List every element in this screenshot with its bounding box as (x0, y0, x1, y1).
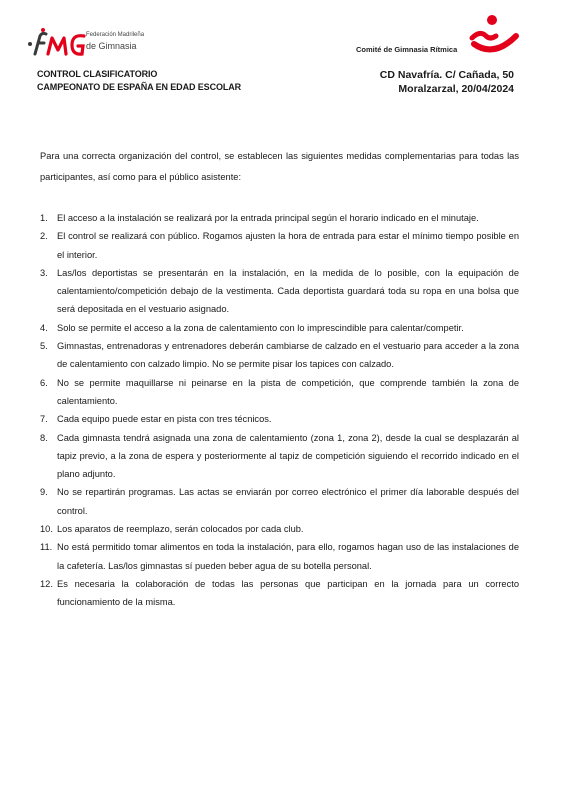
list-item-number: 6. (40, 377, 48, 388)
list-item-text: No se repartirán programas. Las actas se enviarán por correo electrónico el primer día laborable después del control. (57, 487, 519, 516)
venue-block (380, 68, 514, 96)
measures-list (40, 209, 519, 612)
committee-name: Comité de Gimnasia Rítmica (356, 45, 458, 54)
list-item (40, 209, 519, 227)
list-item (40, 337, 519, 374)
federation-line2: de Gimnasia (86, 41, 137, 51)
list-item-number: 9. (40, 487, 48, 498)
gymnast-logo-icon (468, 14, 520, 58)
list-item (40, 319, 519, 337)
place-date: Moralzarzal, 20/04/2024 (398, 83, 514, 95)
list-item-number: 10. (40, 524, 53, 535)
title-line1: CONTROL CLASIFICATORIO (37, 69, 158, 79)
title-line2: CAMPEONATO DE ESPAÑA EN EDAD ESCOLAR (37, 82, 242, 92)
list-item (40, 483, 519, 520)
list-item-text: Las/los deportistas se presentarán en la instalación, en la medida de lo posible, con la equipación de calentamiento/competición debajo de la vestimenta. Cada deportista guardará toda su ropa en una bolsa que será depositada en el vestuario asignado. (57, 267, 519, 315)
list-item (40, 575, 519, 612)
list-item-number: 12. (40, 578, 53, 589)
list-item (40, 538, 519, 575)
federation-name (86, 30, 144, 51)
document-title (37, 68, 241, 94)
list-item-number: 3. (40, 267, 48, 278)
list-item-number: 2. (40, 231, 48, 242)
list-item-number: 4. (40, 322, 48, 333)
list-item-text: Cada gimnasta tendrá asignada una zona de calentamiento (zona 1, zona 2), desde la cual se desplazarán al tapiz previo, a la zona de espera y posteriormente al tapiz de competición siguiendo el recorrido indicado en el plano adjunto. (57, 432, 519, 480)
list-item-text: No se permite maquillarse ni peinarse en la pista de competición, que comprende también la zona de calentamiento. (57, 377, 519, 406)
venue: CD Navafría. C/ Cañada, 50 (379, 69, 514, 81)
list-item-text: El control se realizará con público. Rogamos ajusten la hora de entrada para estar el mínimo tiempo posible en el interior. (57, 231, 519, 260)
list-item (40, 264, 519, 319)
list-item (40, 374, 519, 411)
list-item-text: Es necesaria la colaboración de todas las personas que participan en la jornada para un correcto funcionamiento de la misma. (57, 578, 519, 608)
list-item-text: Solo se permite el acceso a la zona de calentamiento con lo imprescindible para calentar/competir. (57, 322, 464, 333)
list-item-text: Cada equipo puede estar en pista con tres técnicos. (57, 414, 272, 425)
list-item-text: Gimnastas, entrenadoras y entrenadores deberán cambiarse de calzado en el vestuario para acceder a la zona de calentamiento con calzado limpio. No se permite pisar los tapices con calzado. (57, 341, 519, 370)
intro-paragraph: Para una correcta organización del control, se establecen las siguientes medidas complementarias para todas las participantes, así como para el público asistente: (40, 151, 519, 183)
list-item-number: 8. (40, 432, 48, 443)
list-item (40, 429, 519, 484)
list-item-number: 1. (40, 213, 48, 223)
list-item-number: 11. (40, 542, 53, 553)
list-item (40, 520, 519, 538)
list-item-text: El acceso a la instalación se realizará por la entrada principal según el horario indicado en el minutaje. (57, 213, 479, 223)
list-item (40, 410, 519, 428)
federation-line1: Federación Madrileña (86, 32, 145, 38)
list-item-text: No está permitido tomar alimentos en toda la instalación, para ello, rogamos hagan uso de las instalaciones de la cafetería. Las/los gimnastas sí pueden beber agua de su botella personal. (57, 542, 519, 571)
list-item-text: Los aparatos de reemplazo, serán colocados por cada club. (57, 524, 304, 535)
list-item-number: 7. (40, 414, 48, 425)
list-item (40, 227, 519, 264)
list-item-number: 5. (40, 341, 48, 352)
